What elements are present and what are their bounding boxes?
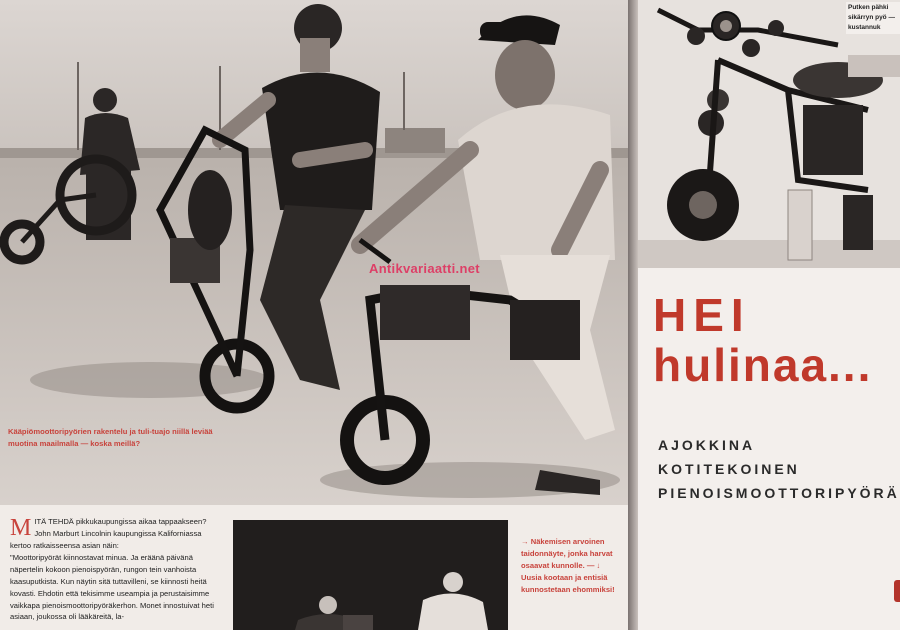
right-page (638, 0, 900, 630)
right-photo-minibike-closeup (638, 0, 900, 268)
bottom-photo-workshop (233, 520, 508, 630)
subheadline: AJOKKINA KOTITEKOINEN PIENOISMOOTTORIPYÖRÄ (658, 437, 900, 501)
headline-line-1: HEI (653, 289, 751, 341)
page-gutter (628, 0, 638, 630)
side-caption: → Näkemisen arvoinen taidonnäyte, jonka harvat osaavat kunnolle. — ↓ Uusia kootaan ja entisiä kunnostetaan ehommiksi! (521, 537, 615, 594)
article-paragraph-1: ITÄ TEHDÄ pikkukaupungissa aikaa tappaakseen? John Marburt Lincolnin kaupungissa Kaliforniassa kertoo ratkaisseensa asian näin: (10, 517, 207, 550)
drop-cap: M (10, 515, 32, 541)
article-paragraph-2: "Moottoripyörät kiinnostavat minua. Ja eräänä päivänä näpertelin kokoon pienoispyörän, rungon tein vanhoista kaasuputkista. Kun näytin sitä tuttavilleni, se kiinnosti heitä kovasti. Ehdotin että tekisimme useampia ja perustaisimme vaikkapa pienoismoottoripyöräkerhon. Monet innostuivat heti asiaan, joukossa oli lääkäreitä, la- (10, 553, 214, 622)
page-edge-marker (894, 580, 900, 602)
watermark-text: Antikvariaatti.net (369, 261, 480, 276)
photo-caption: Kääpiömoottoripyörien rakentelu ja tuli-tuajo niillä leviää muotina maailmalla — koska meillä? (8, 427, 213, 448)
headline (653, 290, 872, 390)
corner-caption: Putken pähki sikärryn pyö — kustannuk (846, 2, 900, 34)
headline-line-2: hulinaa... (653, 339, 873, 391)
article-body (10, 516, 222, 624)
